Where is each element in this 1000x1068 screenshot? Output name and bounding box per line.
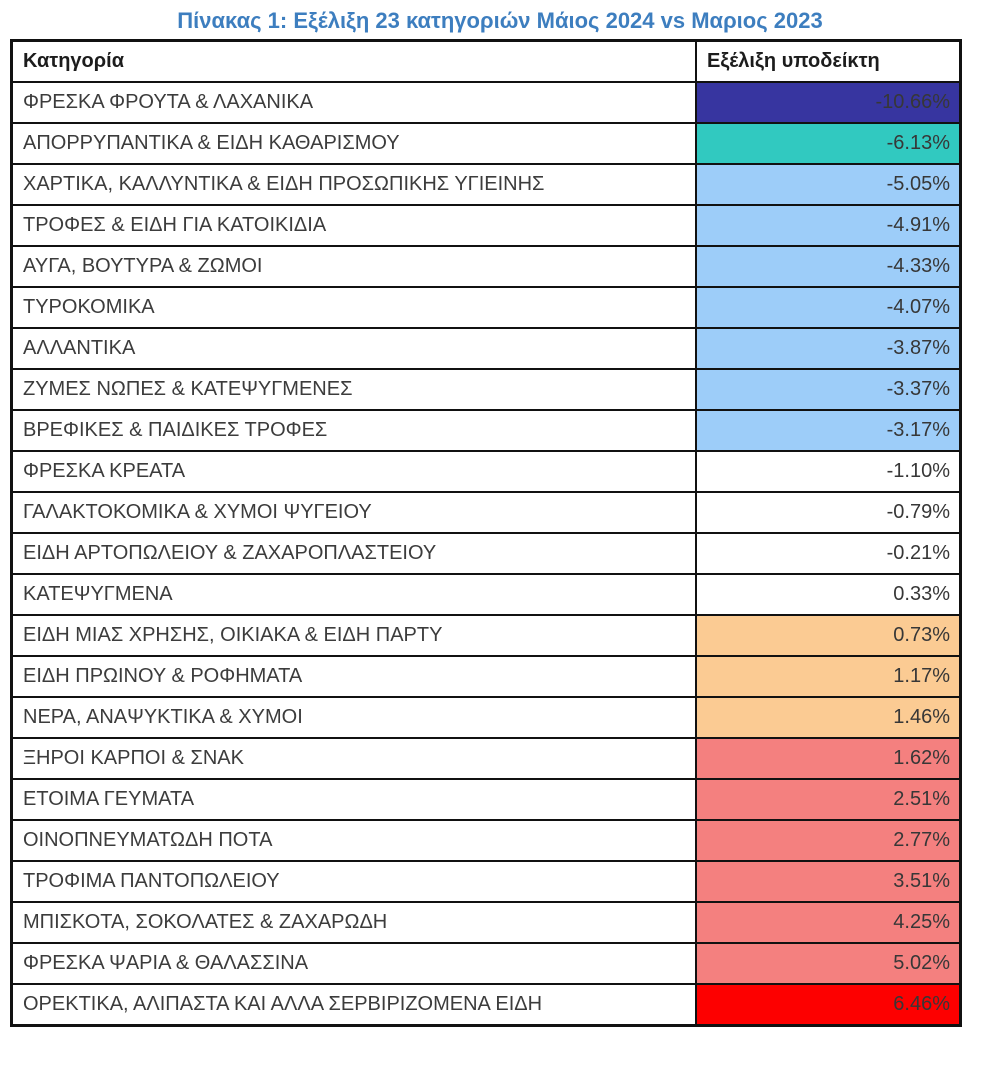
category-cell: ΤΡΟΦΕΣ & ΕΙΔΗ ΓΙΑ ΚΑΤΟΙΚΙΔΙΑ	[12, 205, 697, 246]
category-cell: ΧΑΡΤΙΚΑ, ΚΑΛΛΥΝΤΙΚΑ & ΕΙΔΗ ΠΡΟΣΩΠΙΚΗΣ ΥΓΙΕΙΝΗΣ	[12, 164, 697, 205]
table-row	[12, 205, 961, 246]
table-row	[12, 164, 961, 205]
category-cell: ΝΕΡΑ, ΑΝΑΨΥΚΤΙΚΑ & ΧΥΜΟΙ	[12, 697, 697, 738]
value-cell: 4.25%	[696, 902, 961, 943]
value-cell: 1.17%	[696, 656, 961, 697]
table-body	[12, 82, 961, 1026]
header-index-evolution: Εξέλιξη υποδείκτη	[696, 41, 961, 83]
value-cell: -6.13%	[696, 123, 961, 164]
value-cell: 0.73%	[696, 615, 961, 656]
value-cell: -5.05%	[696, 164, 961, 205]
category-cell: ΤΥΡΟΚΟΜΙΚΑ	[12, 287, 697, 328]
value-cell: 5.02%	[696, 943, 961, 984]
table-row	[12, 82, 961, 123]
category-cell: ΓΑΛΑΚΤΟΚΟΜΙΚΑ & ΧΥΜΟΙ ΨΥΓΕΙΟΥ	[12, 492, 697, 533]
category-cell: ΟΡΕΚΤΙΚΑ, ΑΛΙΠΑΣΤΑ ΚΑΙ ΑΛΛΑ ΣΕΡΒΙΡΙΖΟΜΕΝΑ ΕΙΔΗ	[12, 984, 697, 1026]
value-cell: 0.33%	[696, 574, 961, 615]
table-row	[12, 369, 961, 410]
table-row	[12, 615, 961, 656]
category-cell: ΚΑΤΕΨΥΓΜΕΝΑ	[12, 574, 697, 615]
category-cell: ΑΥΓΑ, ΒΟΥΤΥΡΑ & ΖΩΜΟΙ	[12, 246, 697, 287]
table-header	[12, 41, 961, 83]
value-cell: 6.46%	[696, 984, 961, 1026]
value-cell: -4.91%	[696, 205, 961, 246]
category-cell: ΕΙΔΗ ΜΙΑΣ ΧΡΗΣΗΣ, ΟΙΚΙΑΚΑ & ΕΙΔΗ ΠΑΡΤΥ	[12, 615, 697, 656]
value-cell: -4.33%	[696, 246, 961, 287]
table-row	[12, 656, 961, 697]
table-row	[12, 943, 961, 984]
category-cell: ΦΡΕΣΚΑ ΨΑΡΙΑ & ΘΑΛΑΣΣΙΝΑ	[12, 943, 697, 984]
value-cell: -10.66%	[696, 82, 961, 123]
value-cell: -3.17%	[696, 410, 961, 451]
table-row	[12, 779, 961, 820]
value-cell: 2.77%	[696, 820, 961, 861]
category-cell: ΞΗΡΟΙ ΚΑΡΠΟΙ & ΣΝΑΚ	[12, 738, 697, 779]
category-cell: ΑΠΟΡΡΥΠΑΝΤΙΚΑ & ΕΙΔΗ ΚΑΘΑΡΙΣΜΟΥ	[12, 123, 697, 164]
category-cell: ΒΡΕΦΙΚΕΣ & ΠΑΙΔΙΚΕΣ ΤΡΟΦΕΣ	[12, 410, 697, 451]
table-row	[12, 328, 961, 369]
value-cell: -1.10%	[696, 451, 961, 492]
category-cell: ΕΙΔΗ ΑΡΤΟΠΩΛΕΙΟΥ & ΖΑΧΑΡΟΠΛΑΣΤΕΙΟΥ	[12, 533, 697, 574]
category-evolution-table	[10, 39, 962, 1027]
table-row	[12, 984, 961, 1026]
category-cell: ΖΥΜΕΣ ΝΩΠΕΣ & ΚΑΤΕΨΥΓΜΕΝΕΣ	[12, 369, 697, 410]
table-row	[12, 861, 961, 902]
value-cell: 3.51%	[696, 861, 961, 902]
header-category: Κατηγορία	[12, 41, 697, 83]
category-cell: ΕΤΟΙΜΑ ΓΕΥΜΑΤΑ	[12, 779, 697, 820]
value-cell: -3.37%	[696, 369, 961, 410]
value-cell: -3.87%	[696, 328, 961, 369]
table-row	[12, 492, 961, 533]
category-cell: ΜΠΙΣΚΟΤΑ, ΣΟΚΟΛΑΤΕΣ & ΖΑΧΑΡΩΔΗ	[12, 902, 697, 943]
header-row	[12, 41, 961, 83]
table-row	[12, 123, 961, 164]
value-cell: -0.21%	[696, 533, 961, 574]
table-title: Πίνακας 1: Εξέλιξη 23 κατηγοριών Μάιος 2024 vs Μαριος 2023	[177, 8, 823, 33]
value-cell: -0.79%	[696, 492, 961, 533]
table-row	[12, 410, 961, 451]
category-cell: ΦΡΕΣΚΑ ΚΡΕΑΤΑ	[12, 451, 697, 492]
category-cell: ΟΙΝΟΠΝΕΥΜΑΤΩΔΗ ΠΟΤΑ	[12, 820, 697, 861]
table-row	[12, 820, 961, 861]
table-row	[12, 697, 961, 738]
category-cell: ΤΡΟΦΙΜΑ ΠΑΝΤΟΠΩΛΕΙΟΥ	[12, 861, 697, 902]
table-row	[12, 533, 961, 574]
table-row	[12, 574, 961, 615]
value-cell: 1.62%	[696, 738, 961, 779]
value-cell: 2.51%	[696, 779, 961, 820]
value-cell: 1.46%	[696, 697, 961, 738]
table-row	[12, 451, 961, 492]
value-cell: -4.07%	[696, 287, 961, 328]
category-cell: ΦΡΕΣΚΑ ΦΡΟΥΤΑ & ΛΑΧΑΝΙΚΑ	[12, 82, 697, 123]
category-cell: ΑΛΛΑΝΤΙΚΑ	[12, 328, 697, 369]
category-cell: ΕΙΔΗ ΠΡΩΙΝΟΥ & ΡΟΦΗΜΑΤΑ	[12, 656, 697, 697]
table-row	[12, 287, 961, 328]
table-row	[12, 738, 961, 779]
table-row	[12, 246, 961, 287]
table-row	[12, 902, 961, 943]
